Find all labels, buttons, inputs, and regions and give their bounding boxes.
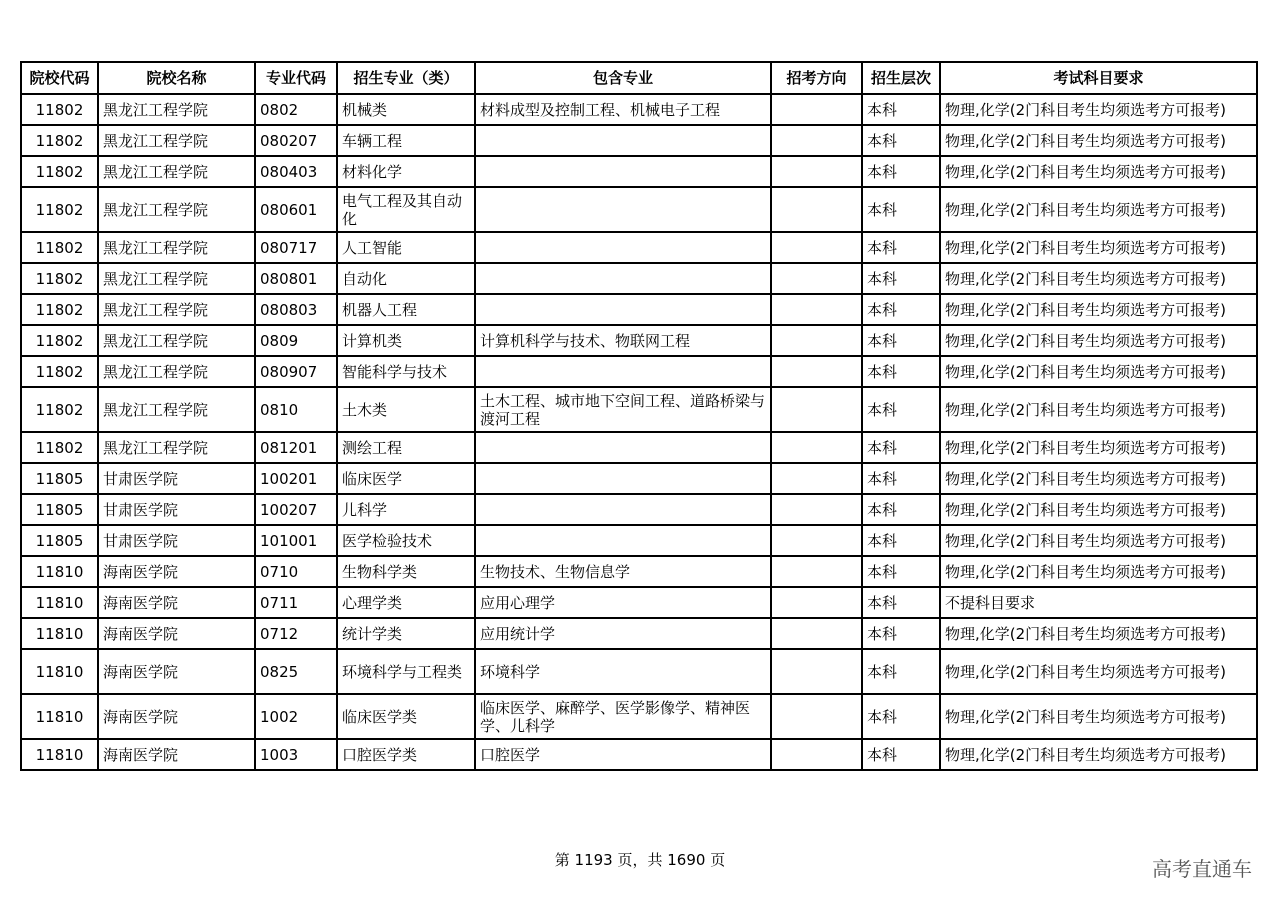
direction-cell (771, 649, 862, 694)
level-cell: 本科 (862, 263, 940, 294)
school-name-cell: 甘肃医学院 (98, 525, 255, 556)
major-cell: 机械类 (337, 94, 475, 125)
requirement-cell: 物理,化学(2门科目考生均须选考方可报考) (940, 525, 1257, 556)
page-number: 第 1193 页，共 1690 页 (554, 851, 726, 869)
included-majors-cell (475, 525, 771, 556)
level-cell: 本科 (862, 463, 940, 494)
included-majors-cell: 临床医学、麻醉学、医学影像学、精神医学、儿科学 (475, 694, 771, 739)
school-code-cell: 11802 (21, 432, 98, 463)
header-school-code: 院校代码 (21, 62, 98, 94)
included-majors-cell (475, 156, 771, 187)
major-cell: 电气工程及其自动化 (337, 187, 475, 232)
major-cell: 智能科学与技术 (337, 356, 475, 387)
school-code-cell: 11802 (21, 94, 98, 125)
requirement-cell: 物理,化学(2门科目考生均须选考方可报考) (940, 432, 1257, 463)
requirement-cell: 物理,化学(2门科目考生均须选考方可报考) (940, 232, 1257, 263)
level-cell: 本科 (862, 649, 940, 694)
requirement-cell: 物理,化学(2门科目考生均须选考方可报考) (940, 325, 1257, 356)
major-cell: 计算机类 (337, 325, 475, 356)
table-row (21, 618, 1257, 649)
school-name-cell: 海南医学院 (98, 556, 255, 587)
direction-cell (771, 356, 862, 387)
included-majors-cell (475, 232, 771, 263)
requirement-cell: 物理,化学(2门科目考生均须选考方可报考) (940, 649, 1257, 694)
major-code-cell: 080803 (255, 294, 337, 325)
table-row (21, 387, 1257, 432)
table-row (21, 525, 1257, 556)
included-majors-cell: 材料成型及控制工程、机械电子工程 (475, 94, 771, 125)
major-code-cell: 0712 (255, 618, 337, 649)
school-code-cell: 11802 (21, 156, 98, 187)
direction-cell (771, 232, 862, 263)
school-code-cell: 11805 (21, 525, 98, 556)
included-majors-cell (475, 356, 771, 387)
requirement-cell: 物理,化学(2门科目考生均须选考方可报考) (940, 618, 1257, 649)
requirement-cell: 物理,化学(2门科目考生均须选考方可报考) (940, 694, 1257, 739)
included-majors-cell (475, 432, 771, 463)
table-row (21, 463, 1257, 494)
direction-cell (771, 525, 862, 556)
school-name-cell: 黑龙江工程学院 (98, 232, 255, 263)
direction-cell (771, 263, 862, 294)
major-code-cell: 0810 (255, 387, 337, 432)
major-code-cell: 0802 (255, 94, 337, 125)
level-cell: 本科 (862, 525, 940, 556)
major-code-cell: 0710 (255, 556, 337, 587)
major-code-cell: 080801 (255, 263, 337, 294)
major-code-cell: 080403 (255, 156, 337, 187)
school-code-cell: 11802 (21, 187, 98, 232)
level-cell: 本科 (862, 556, 940, 587)
direction-cell (771, 463, 862, 494)
school-code-cell: 11802 (21, 263, 98, 294)
major-code-cell: 081201 (255, 432, 337, 463)
school-name-cell: 黑龙江工程学院 (98, 294, 255, 325)
school-name-cell: 黑龙江工程学院 (98, 187, 255, 232)
header-subject-requirement: 考试科目要求 (940, 62, 1257, 94)
major-cell: 临床医学 (337, 463, 475, 494)
level-cell: 本科 (862, 356, 940, 387)
table-row (21, 156, 1257, 187)
header-included-majors: 包含专业 (475, 62, 771, 94)
level-cell: 本科 (862, 587, 940, 618)
major-cell: 机器人工程 (337, 294, 475, 325)
school-code-cell: 11810 (21, 618, 98, 649)
table-row (21, 694, 1257, 739)
header-major: 招生专业（类） (337, 62, 475, 94)
requirement-cell: 物理,化学(2门科目考生均须选考方可报考) (940, 556, 1257, 587)
school-name-cell: 黑龙江工程学院 (98, 156, 255, 187)
table-row (21, 494, 1257, 525)
included-majors-cell: 应用心理学 (475, 587, 771, 618)
school-name-cell: 黑龙江工程学院 (98, 94, 255, 125)
major-cell: 生物科学类 (337, 556, 475, 587)
direction-cell (771, 587, 862, 618)
requirement-cell: 物理,化学(2门科目考生均须选考方可报考) (940, 94, 1257, 125)
direction-cell (771, 156, 862, 187)
school-code-cell: 11810 (21, 649, 98, 694)
major-code-cell: 100201 (255, 463, 337, 494)
level-cell: 本科 (862, 618, 940, 649)
school-name-cell: 海南医学院 (98, 694, 255, 739)
direction-cell (771, 94, 862, 125)
level-cell: 本科 (862, 294, 940, 325)
table-row (21, 587, 1257, 618)
level-cell: 本科 (862, 494, 940, 525)
header-level: 招生层次 (862, 62, 940, 94)
table-row (21, 294, 1257, 325)
level-cell: 本科 (862, 694, 940, 739)
level-cell: 本科 (862, 156, 940, 187)
table-row (21, 325, 1257, 356)
school-name-cell: 海南医学院 (98, 739, 255, 770)
level-cell: 本科 (862, 432, 940, 463)
table-row (21, 739, 1257, 770)
major-code-cell: 1002 (255, 694, 337, 739)
included-majors-cell: 土木工程、城市地下空间工程、道路桥梁与渡河工程 (475, 387, 771, 432)
school-code-cell: 11802 (21, 325, 98, 356)
direction-cell (771, 618, 862, 649)
major-cell: 土木类 (337, 387, 475, 432)
direction-cell (771, 125, 862, 156)
admissions-table (20, 61, 1258, 771)
major-code-cell: 0809 (255, 325, 337, 356)
school-name-cell: 黑龙江工程学院 (98, 356, 255, 387)
major-cell: 统计学类 (337, 618, 475, 649)
school-code-cell: 11810 (21, 587, 98, 618)
included-majors-cell: 计算机科学与技术、物联网工程 (475, 325, 771, 356)
table-row (21, 432, 1257, 463)
direction-cell (771, 187, 862, 232)
level-cell: 本科 (862, 739, 940, 770)
major-cell: 口腔医学类 (337, 739, 475, 770)
school-name-cell: 海南医学院 (98, 649, 255, 694)
included-majors-cell (475, 463, 771, 494)
school-code-cell: 11810 (21, 556, 98, 587)
major-cell: 医学检验技术 (337, 525, 475, 556)
direction-cell (771, 432, 862, 463)
included-majors-cell (475, 263, 771, 294)
school-code-cell: 11802 (21, 387, 98, 432)
school-name-cell: 海南医学院 (98, 618, 255, 649)
school-name-cell: 甘肃医学院 (98, 494, 255, 525)
table-header-row (21, 62, 1257, 94)
major-code-cell: 080207 (255, 125, 337, 156)
major-cell: 材料化学 (337, 156, 475, 187)
major-code-cell: 0825 (255, 649, 337, 694)
included-majors-cell: 环境科学 (475, 649, 771, 694)
included-majors-cell: 生物技术、生物信息学 (475, 556, 771, 587)
major-cell: 测绘工程 (337, 432, 475, 463)
requirement-cell: 不提科目要求 (940, 587, 1257, 618)
school-name-cell: 海南医学院 (98, 587, 255, 618)
major-cell: 儿科学 (337, 494, 475, 525)
table-row (21, 187, 1257, 232)
direction-cell (771, 294, 862, 325)
requirement-cell: 物理,化学(2门科目考生均须选考方可报考) (940, 356, 1257, 387)
school-code-cell: 11810 (21, 739, 98, 770)
direction-cell (771, 694, 862, 739)
requirement-cell: 物理,化学(2门科目考生均须选考方可报考) (940, 187, 1257, 232)
header-school-name: 院校名称 (98, 62, 255, 94)
requirement-cell: 物理,化学(2门科目考生均须选考方可报考) (940, 387, 1257, 432)
table-row (21, 356, 1257, 387)
included-majors-cell: 口腔医学 (475, 739, 771, 770)
school-code-cell: 11810 (21, 694, 98, 739)
requirement-cell: 物理,化学(2门科目考生均须选考方可报考) (940, 263, 1257, 294)
included-majors-cell (475, 494, 771, 525)
included-majors-cell: 应用统计学 (475, 618, 771, 649)
school-code-cell: 11805 (21, 494, 98, 525)
table-row (21, 232, 1257, 263)
major-code-cell: 080907 (255, 356, 337, 387)
header-major-code: 专业代码 (255, 62, 337, 94)
major-cell: 心理学类 (337, 587, 475, 618)
school-code-cell: 11802 (21, 294, 98, 325)
major-cell: 自动化 (337, 263, 475, 294)
school-name-cell: 黑龙江工程学院 (98, 325, 255, 356)
school-code-cell: 11802 (21, 356, 98, 387)
school-name-cell: 黑龙江工程学院 (98, 263, 255, 294)
major-code-cell: 080717 (255, 232, 337, 263)
level-cell: 本科 (862, 232, 940, 263)
requirement-cell: 物理,化学(2门科目考生均须选考方可报考) (940, 463, 1257, 494)
direction-cell (771, 387, 862, 432)
table-row (21, 649, 1257, 694)
level-cell: 本科 (862, 94, 940, 125)
requirement-cell: 物理,化学(2门科目考生均须选考方可报考) (940, 294, 1257, 325)
direction-cell (771, 494, 862, 525)
school-name-cell: 黑龙江工程学院 (98, 125, 255, 156)
school-code-cell: 11802 (21, 125, 98, 156)
requirement-cell: 物理,化学(2门科目考生均须选考方可报考) (940, 494, 1257, 525)
school-name-cell: 黑龙江工程学院 (98, 387, 255, 432)
header-direction: 招考方向 (771, 62, 862, 94)
major-cell: 车辆工程 (337, 125, 475, 156)
level-cell: 本科 (862, 125, 940, 156)
table-row (21, 94, 1257, 125)
requirement-cell: 物理,化学(2门科目考生均须选考方可报考) (940, 739, 1257, 770)
major-cell: 临床医学类 (337, 694, 475, 739)
school-name-cell: 甘肃医学院 (98, 463, 255, 494)
level-cell: 本科 (862, 187, 940, 232)
school-code-cell: 11802 (21, 232, 98, 263)
major-code-cell: 0711 (255, 587, 337, 618)
school-name-cell: 黑龙江工程学院 (98, 432, 255, 463)
major-code-cell: 1003 (255, 739, 337, 770)
direction-cell (771, 325, 862, 356)
level-cell: 本科 (862, 325, 940, 356)
included-majors-cell (475, 294, 771, 325)
major-code-cell: 101001 (255, 525, 337, 556)
requirement-cell: 物理,化学(2门科目考生均须选考方可报考) (940, 156, 1257, 187)
watermark-logo: 高考直通车 (1152, 857, 1252, 881)
major-code-cell: 080601 (255, 187, 337, 232)
table-row (21, 556, 1257, 587)
major-cell: 人工智能 (337, 232, 475, 263)
direction-cell (771, 739, 862, 770)
included-majors-cell (475, 187, 771, 232)
major-cell: 环境科学与工程类 (337, 649, 475, 694)
major-code-cell: 100207 (255, 494, 337, 525)
table-row (21, 125, 1257, 156)
requirement-cell: 物理,化学(2门科目考生均须选考方可报考) (940, 125, 1257, 156)
school-code-cell: 11805 (21, 463, 98, 494)
direction-cell (771, 556, 862, 587)
included-majors-cell (475, 125, 771, 156)
table-row (21, 263, 1257, 294)
level-cell: 本科 (862, 387, 940, 432)
